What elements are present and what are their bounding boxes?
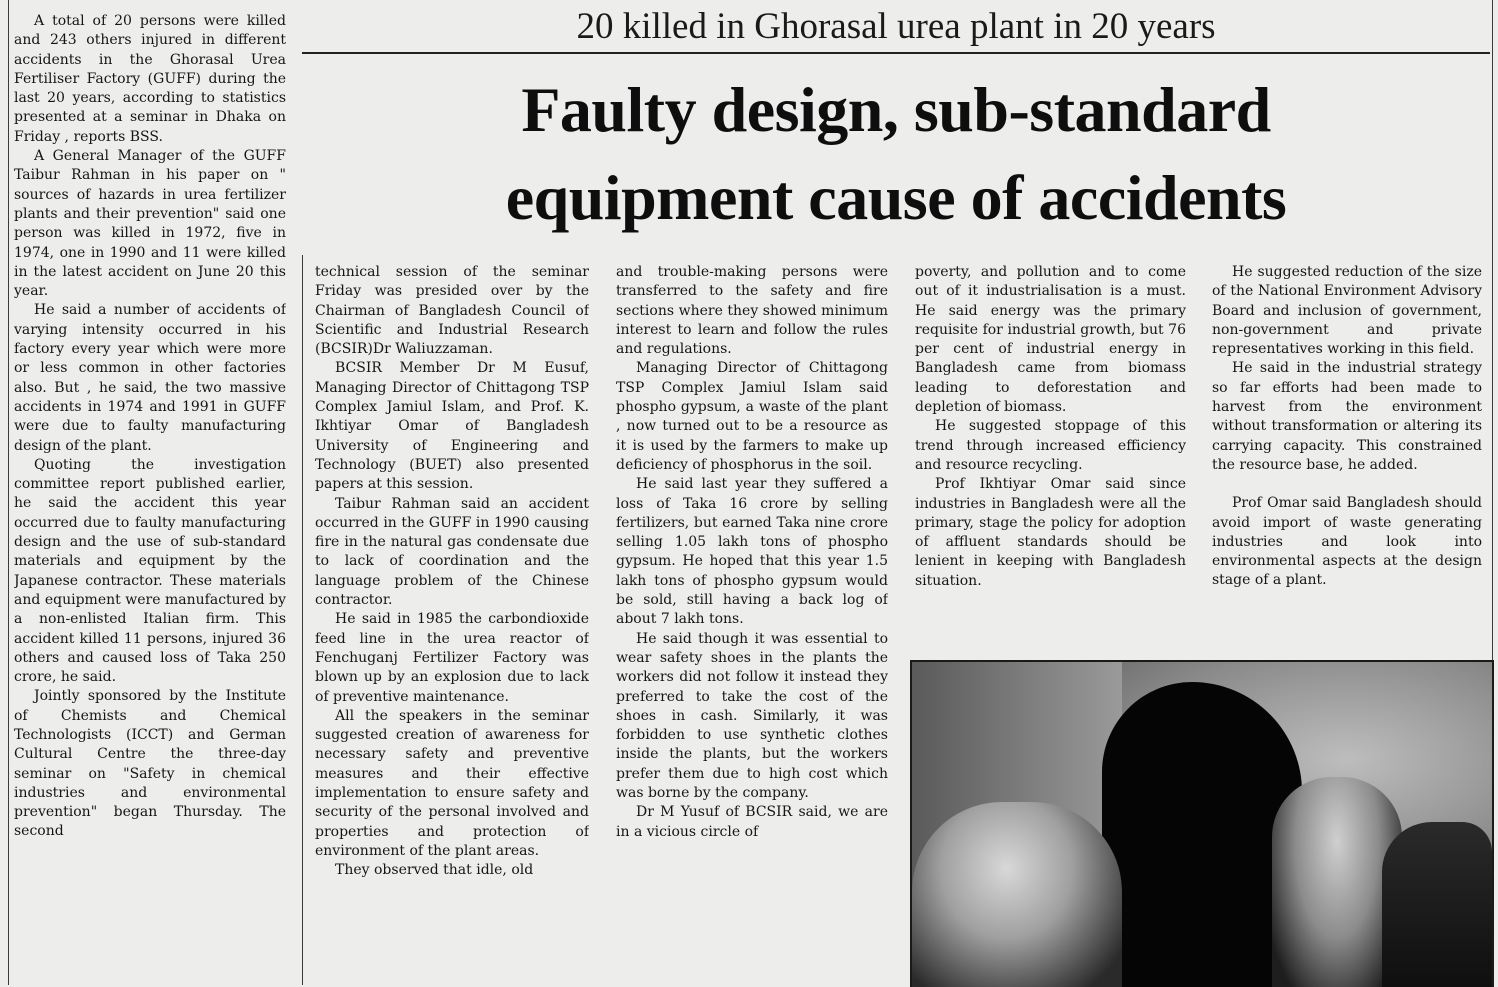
paragraph: and trouble-making persons were transferred to the safety and fire sections where they showed minimum interest to learn and follow the rules and regulations. [616,264,888,358]
paragraph: A total of 20 persons were killed and 243 others injured in different accidents in the Ghorasal Urea Fertiliser Factory (GUFF) during the last 20 years, according to statistics presented at a seminar in Dhaka on Friday , reports BSS. [14,13,286,145]
headline-line-2: equipment cause of accidents [505,162,1287,233]
column-rule [8,0,9,985]
paragraph: Taibur Rahman said an accident occurred in the GUFF in 1990 causing fire in the natural gas condensate due to lack of coordination and the language problem of the Chinese contractor. [315,495,589,609]
paragraph: He suggested stoppage of this trend through increased efficiency and resource recycling. [915,418,1186,473]
paragraph: A General Manager of the GUFF Taibur Rahman in his paper on " sources of hazards in urea fertilizer plants and their prevention" said one person was killed in 1972, five in 1974, one in 1990 and 11 were killed in the latest accident on June 20 this year. [14,148,286,300]
paragraph: He suggested reduction of the size of the National Environment Advisory Board and inclusion of government, non-government and private representatives working in this field. [1212,264,1482,358]
paragraph: Prof Ikhtiyar Omar said since industries in Bangladesh were all the primary, stage the policy for adoption of affluent standards should be lenient in keeping with Bangladesh situation. [915,476,1186,589]
paragraph: He said a number of accidents of varying intensity occurred in his factory every year which were more or less common in other factories also. But , he said, the two massive accidents in 1974 and 1991 in GUFF were due to faulty manufacturing design of the plant. [14,302,286,454]
paragraph: Managing Director of Chittagong TSP Complex Jamiul Islam said phospho gypsum, a waste of the plant , now turned out to be a resource as it is used by the farmers to make up deficiency of phosphorus in the soil. [616,360,888,473]
paragraph: Dr M Yusuf of BCSIR said, we are in a vicious circle of [616,804,888,840]
news-photo [910,660,1494,987]
paragraph: poverty, and pollution and to come out of it industrialisation is a must. He said energy was the primary requisite for industrial growth, but 76 per cent of industrial energy in Bangladesh came from biomass leading to deforestation and depletion of biomass. [915,264,1186,416]
paragraph: BCSIR Member Dr M Eusuf, Managing Director of Chittagong TSP Complex Jamiul Islam, and Prof. K. Ikhtiyar Omar of Bangladesh University of Engineering and Technology (BUET) also presented papers at this session. [315,360,589,493]
paragraph: He said though it was essential to wear safety shoes in the plants the workers did not follow it instead they preferred to take the cost of the shoes in cash. Similarly, it was forbidden to use synthetic clothes inside the plants, but the workers prefer them due to high cost which was borne by the company. [616,630,888,802]
photo-person-left [912,802,1122,987]
paragraph: He said last year they suffered a loss of Taka 16 crore by selling fertilizers, but earned Taka nine crore selling 1.05 lakh tons of phospho gypsum. He hoped that this year 1.5 lakh tons of phospho gypsum would be sold, still having a back log of about 7 lakh tons. [616,476,888,628]
paragraph: They observed that idle, old [335,862,534,879]
paragraph: Prof Omar said Bangladesh should avoid import of waste generating industries and look into environmental aspects at the design stage of a plant. [1212,495,1482,589]
article-column-2 [315,263,589,980]
paragraph: All the speakers in the seminar suggested creation of awareness for necessary safety and preventive measures and their effective implementation to ensure safety and security of the personal involved and properties and protection of environment of the plant areas. [315,707,589,859]
article-column-1 [14,12,286,980]
article-column-4 [915,263,1186,651]
paragraph: technical session of the seminar Friday was presided over by the Chairman of Bangladesh Council of Scientific and Industrial Research (BCSIR)Dr Waliuzzaman. [315,264,589,358]
paragraph: He said in 1985 the carbondioxide feed line in the urea reactor of Fenchuganj Fertilizer Factory was blown up by an explosion due to lack of preventive maintenance. [315,611,589,705]
column-rule [302,255,303,985]
article-column-5 [1212,263,1482,651]
article-column-3 [616,263,888,980]
main-headline [302,66,1490,242]
photo-person-far-right [1382,822,1492,987]
paragraph: Quoting the investigation committee report published earlier, he said the accident this year occurred due to faulty manufacturing design and the use of sub-standard materials and equipment by the Japanese contractor. These materials and equipment were manufactured by a non-enlisted Italian firm. This accident killed 11 persons, injured 36 others and caused loss of Taka 250 crore, he said. [14,456,286,686]
kicker-headline: 20 killed in Ghorasal urea plant in 20 years [302,4,1490,54]
paragraph: He said in the industrial strategy so far efforts had been made to harvest from the environment without transformation or altering its carrying capacity. This constrained the resource base, he added. [1212,360,1482,473]
paragraph: Jointly sponsored by the Institute of Chemists and Chemical Technologists (ICCT) and German Cultural Centre the three-day seminar on "Safety in chemical industries and environmental prevention" began Thursday. The second [14,688,286,840]
headline-line-1: Faulty design, sub-standard [521,74,1271,145]
